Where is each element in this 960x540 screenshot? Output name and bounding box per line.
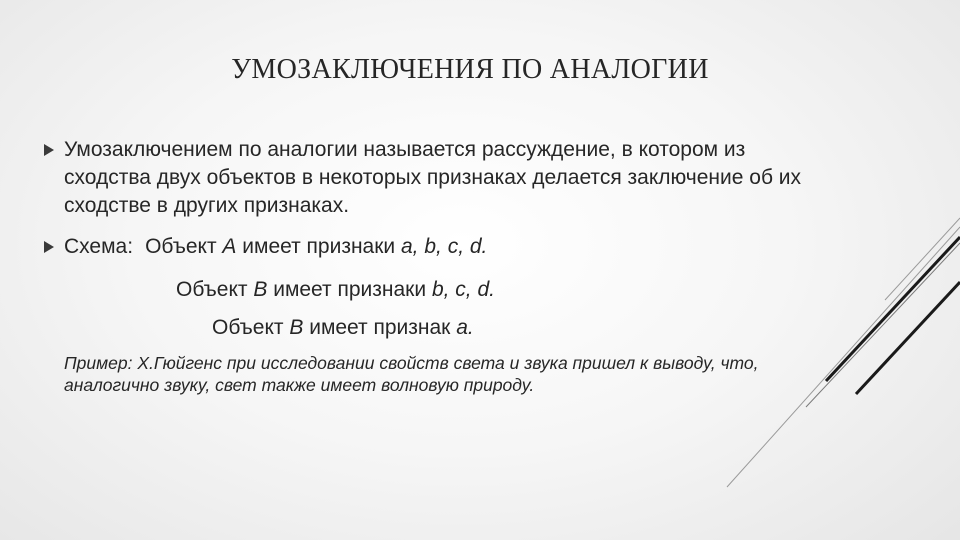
example-text: Пример: Х.Гюйгенс при исследовании свойств света и звука пришел к выводу, что, аналогично звуку, свет также имеет волновую природу. <box>64 353 759 395</box>
scheme-line-3-vars: а. <box>456 316 474 339</box>
deco-line-thin-upper <box>885 218 960 300</box>
scheme-line-3 <box>212 314 474 342</box>
scheme-line-1-mid: имеет признаки <box>236 235 401 258</box>
bullet-arrow-icon <box>44 241 54 253</box>
scheme-label: Схема: <box>64 235 134 258</box>
scheme-line-2-mid: имеет признаки <box>267 278 432 301</box>
scheme-line-3-pre: Объект <box>212 316 290 339</box>
bullet-arrow-icon <box>44 144 54 156</box>
definition-text: Умозаключением по аналогии называется рассуждение, в котором из сходства двух объектов в некоторых признаках делается заключение об их сходстве в других признаках. <box>64 138 802 217</box>
deco-line-thin-lower <box>806 243 960 407</box>
scheme-line-2 <box>176 276 495 304</box>
scheme-line-1 <box>64 233 487 261</box>
scheme-line-3-mid: имеет признак <box>303 316 457 339</box>
scheme-line-1-vars: a, b, c, d. <box>401 235 488 258</box>
scheme-line-1-object: А <box>222 235 237 258</box>
scheme-line-2-object: В <box>253 278 268 301</box>
slide-title: УМОЗАКЛЮЧЕНИЯ ПО АНАЛОГИИ <box>231 54 709 85</box>
scheme-line-2-pre: Объект <box>176 278 254 301</box>
scheme-line-3-object: В <box>289 316 304 339</box>
scheme-line-2-vars: b, c, d. <box>431 278 495 301</box>
deco-line-thick-1 <box>826 237 960 381</box>
scheme-line-1-pre: Объект <box>145 235 223 258</box>
bullet-definition <box>44 136 804 220</box>
